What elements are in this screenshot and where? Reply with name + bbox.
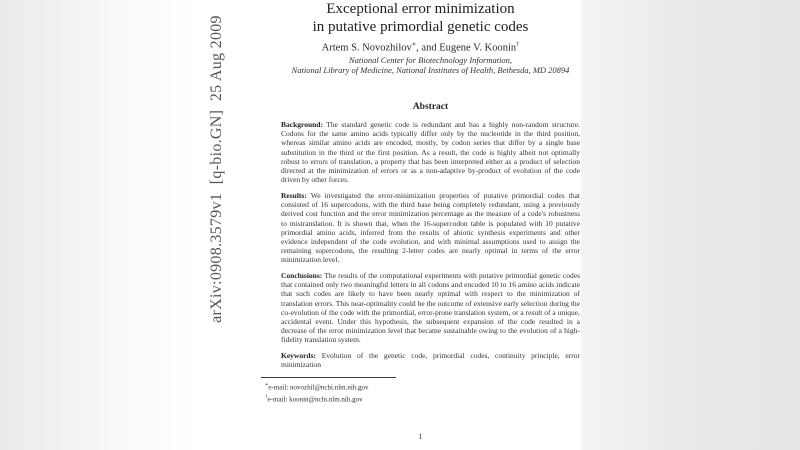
background-left-margin — [0, 0, 198, 450]
author-footnote-marker-2: † — [516, 41, 520, 48]
affiliation-line-1: National Center for Biotechnology Information, — [348, 55, 513, 65]
footnote-rule — [261, 377, 396, 378]
abstract-heading: Abstract — [412, 102, 449, 112]
paragraph-text: Evolution of the genetic code, primordial codes, continuity principle, error minimization — [281, 351, 580, 370]
author-name-1: Artem S. Novozhilov — [321, 42, 412, 54]
abstract-paragraph-conclusions — [281, 271, 580, 345]
paper-title — [271, 1, 570, 36]
background-right-margin — [581, 0, 800, 450]
paragraph-label: Background: — [281, 120, 323, 129]
paper-page — [198, 0, 581, 450]
author-footnote-marker-1: ∗ — [411, 41, 417, 48]
affiliation-line-2: National Library of Medicine, National Institutes of Health, Bethesda, MD 20894 — [291, 65, 570, 75]
footnote-marker-2: † — [265, 394, 268, 400]
footnote-text-2: e-mail: koonin@ncbi.nlm.nih.gov — [267, 395, 363, 404]
paper-title-line-1: Exceptional error minimization — [326, 1, 515, 17]
footnote-email-2 — [265, 393, 515, 405]
arxiv-stamp: arXiv:0908.3579v1 [q-bio.GN] 25 Aug 2009 — [208, 15, 225, 323]
paragraph-label: Keywords: — [281, 351, 316, 360]
footnote-email-1 — [265, 381, 515, 393]
abstract-paragraph-background — [281, 120, 580, 184]
footnotes — [265, 381, 515, 405]
footnote-marker-1: ∗ — [265, 383, 269, 388]
affiliation — [281, 55, 580, 75]
paragraph-label: Conclusions: — [281, 271, 323, 280]
paper-title-line-2: in putative primordial genetic codes — [312, 18, 529, 35]
abstract-paragraph-results — [281, 191, 580, 265]
page-number: 1 — [418, 432, 423, 441]
author-line — [271, 40, 570, 54]
footnote-text-1: e-mail: novozhil@ncbi.nlm.nih.gov — [268, 383, 369, 392]
paragraph-label: Results: — [281, 191, 307, 200]
author-separator: , and — [416, 42, 440, 54]
paragraph-text: The results of the computational experiments with putative primordial genetic codes that contained only two meaningful letters in all codons and encoded 10 to 16 amino acids indicate that such codes are likely to have been nearly optimal with respect to the minimization of translation errors. This near-optimality could be the outcome of extensive early selection during the co-evolution of the code with the primordial, error-prone translation system, or a result of a unique, accidental event. Under this hypothesis, the subsequent expansion of the code resulted in a decrease of the error minimization level that became sustainable owing to the evolution of a high-fidelity translation system. — [281, 271, 580, 345]
paragraph-text: We investigated the error-minimization properties of putative primordial codes that consisted of 16 supercodons, with the third base being completely redundant, using a previously derived cost function and the error minimization percentage as the measure of a code's robustness to mistranslation. It is shown that, when the 16-supercodon table is populated with 10 putative primordial amino acids, inferred from the results of abiotic synthesis experiments and other evidence independent of the code evolution, and with minimal assumptions used to assign the remaining supercodons, the resulting 2-letter codes are nearly optimal in terms of the error minimization level. — [281, 191, 580, 265]
author-name-2: Eugene V. Koonin — [439, 42, 517, 54]
paragraph-text: The standard genetic code is redundant and has a highly non-random structure. Codons for the same amino acids typically differ only by the nucleotide in the third position, whereas similar amino acids are encoded, mostly, by codon series that differ by a single base substitution in the third or the first position. As a result, the code is highly albeit not optimally robust to errors of translation, a property that has been interpreted either as a product of selection directed at the minimization of errors or as a non-adaptive by-product of evolution of the code driven by other forces. — [281, 120, 580, 185]
keywords-paragraph — [281, 351, 580, 369]
